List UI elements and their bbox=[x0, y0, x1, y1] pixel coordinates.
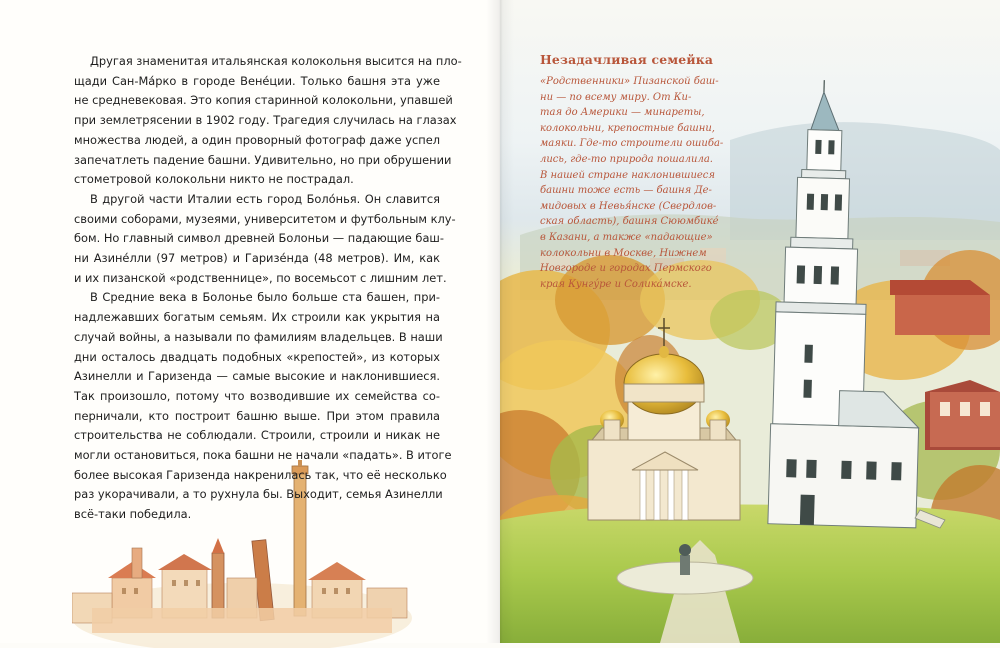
sidebar-line: маяки. Где-то строители ошиба- bbox=[540, 136, 720, 152]
text-line: могли остановиться, пока башни не начали «падать». В итоге bbox=[74, 446, 440, 466]
text-line: В другой части Италии есть город Боло́нья. Он славится bbox=[74, 190, 440, 210]
text-line: и их пизанской «родственнице», по восемьсот с лишним лет. bbox=[74, 269, 440, 289]
paragraph-towers bbox=[74, 288, 440, 524]
text-line: множества людей, а один проворный фотограф даже успел bbox=[74, 131, 440, 151]
sidebar-line: лись, где-то природа пошалила. bbox=[540, 152, 720, 168]
sidebar-line: края Кунгу́ре и Солика́мске. bbox=[540, 277, 720, 293]
text-line: щади Сан-Ма́рко в городе Вене́ции. Только башня эта уже bbox=[74, 72, 440, 92]
sidebar-line: в Казани, а также «падающие» bbox=[540, 230, 720, 246]
text-line: перничали, кто построит башню выше. При этом правила bbox=[74, 407, 440, 427]
sidebar-title: Незадачливая семейка bbox=[540, 52, 713, 67]
text-line: дни осталось двадцать подобных «крепостей», из которых bbox=[74, 348, 440, 368]
text-line: надлежавших богатым семьям. Их строили как укрытия на bbox=[74, 308, 440, 328]
sidebar-text bbox=[540, 74, 720, 292]
paragraph-bologna bbox=[74, 190, 440, 289]
text-line: Азинелли и Гаризенда — самые высокие и наклонившиеся. bbox=[74, 367, 440, 387]
text-line: раз укорачивали, а то рухнула бы. Выходит, семья Азинелли bbox=[74, 485, 440, 505]
sidebar-line: тая до Америки — минареты, bbox=[540, 105, 720, 121]
text-line: не средневековая. Это копия старинной колокольни, упавшей bbox=[74, 91, 440, 111]
main-text bbox=[74, 52, 440, 525]
text-line: всё-таки победила. bbox=[74, 505, 440, 525]
text-line: строительства не соблюдали. Строили, строили и никак не bbox=[74, 426, 440, 446]
text-line: В Средние века в Болонье было больше ста башен, при- bbox=[74, 288, 440, 308]
text-line: ни Азине́лли (97 метров) и Гаризе́нда (48 метров). Им, как bbox=[74, 249, 440, 269]
text-line: более высокая Гаризенда накренилась так, что её несколько bbox=[74, 466, 440, 486]
text-line: при землетрясении в 1902 году. Трагедия случилась на глазах bbox=[74, 111, 440, 131]
sidebar-line: ни — по всему миру. От Ки- bbox=[540, 90, 720, 106]
sidebar-line: «Родственники» Пизанской баш- bbox=[540, 74, 720, 90]
text-line: случай войны, а называли по фамилиям владельцев. В наши bbox=[74, 328, 440, 348]
sidebar-line: В нашей стране наклонившиеся bbox=[540, 168, 720, 184]
text-line: своими соборами, музеями, университетом и футбольным клу- bbox=[74, 210, 440, 230]
sidebar-line: колокольни, крепостные башни, bbox=[540, 121, 720, 137]
sidebar-line: Новгороде и городах Пермского bbox=[540, 261, 720, 277]
text-line: запечатлеть падение башни. Удивительно, но при обрушении bbox=[74, 151, 440, 171]
sidebar-line: колокольни в Москве, Нижнем bbox=[540, 246, 720, 262]
sidebar-line: ская область), башня Сююмбике́ bbox=[540, 214, 720, 230]
sidebar-line: мидовых в Невья́нске (Свердлов- bbox=[540, 199, 720, 215]
sidebar-line: башни тоже есть — башня Де- bbox=[540, 183, 720, 199]
text-line: Так произошло, потому что возводившие их семейства со- bbox=[74, 387, 440, 407]
paragraph-venice bbox=[74, 52, 440, 190]
text-line: бом. Но главный символ древней Болоньи — падающие баш- bbox=[74, 229, 440, 249]
text-line: Другая знаменитая итальянская колокольня высится на пло- bbox=[74, 52, 440, 72]
text-line: стометровой колокольни никто не пострадал. bbox=[74, 170, 440, 190]
